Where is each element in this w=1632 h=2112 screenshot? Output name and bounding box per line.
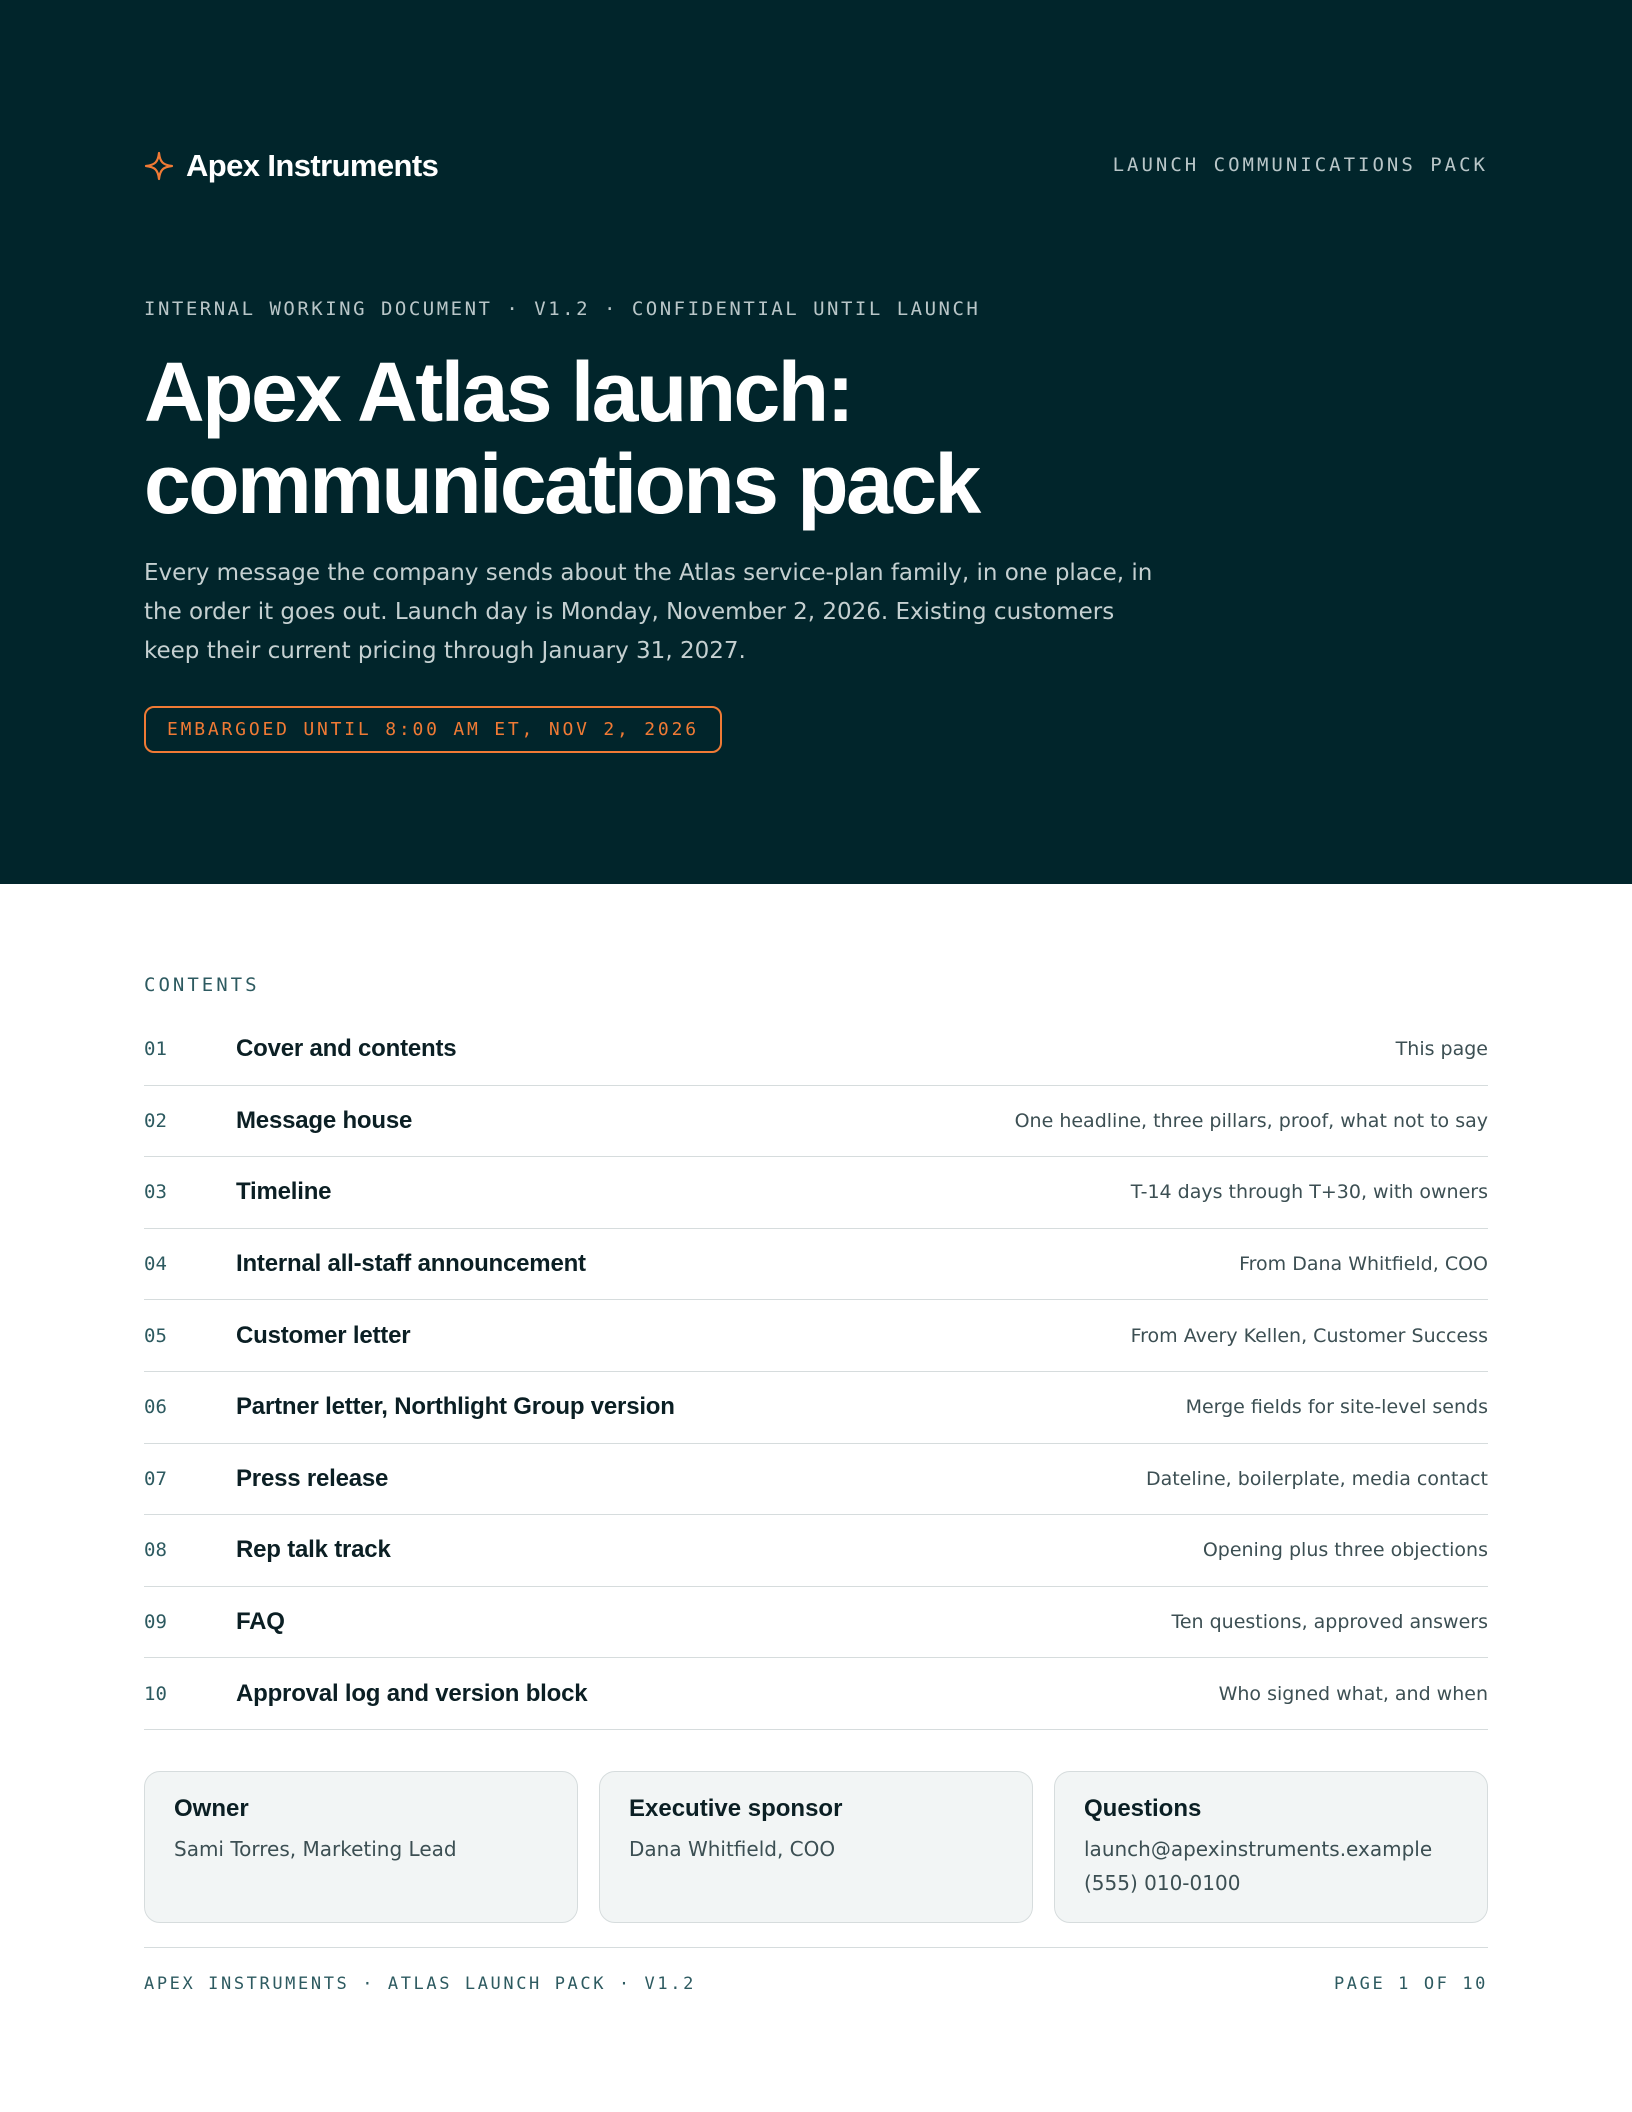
brand [144,146,438,186]
toc-number: 09 [144,1611,167,1634]
owner-card [144,1771,578,1923]
page-title-line-1: Apex Atlas launch: [144,345,853,439]
embargo-badge: EMBARGOED UNTIL 8:00 AM ET, NOV 2, 2026 [144,706,722,753]
toc-number: 01 [144,1038,167,1061]
toc-title: FAQ [236,1608,285,1636]
questions-card [1054,1771,1488,1923]
questions-card-title: Questions [1084,1795,1202,1822]
sponsor-card-title: Executive sponsor [629,1795,843,1822]
sponsor-name: Dana Whitfield, COO [629,1837,836,1861]
toc-number: 02 [144,1109,167,1132]
toc-note: Who signed what, and when [1218,1682,1488,1705]
toc-row[interactable] [144,1587,1488,1659]
questions-email[interactable]: launch@apexinstruments.example [1084,1837,1433,1861]
cover-hero [0,0,1632,884]
toc-title: Customer letter [236,1321,411,1349]
owner-name: Sami Torres, Marketing Lead [174,1837,457,1861]
toc-note: Opening plus three objections [1202,1539,1488,1562]
questions-phone[interactable]: (555) 010-0100 [1084,1871,1241,1895]
sponsor-card [599,1771,1033,1923]
toc-note: Dateline, boilerplate, media contact [1145,1467,1488,1490]
page-title-line-2: communications pack [144,437,979,531]
toc-number: 03 [144,1181,167,1204]
toc-title: Partner letter, Northlight Group version [236,1393,675,1421]
brand-name: Apex Instruments [186,148,439,183]
toc-row[interactable] [144,1086,1488,1158]
toc-note: From Avery Kellen, Customer Success [1130,1324,1488,1347]
toc-title: Cover and contents [236,1035,457,1063]
document-eyebrow: INTERNAL WORKING DOCUMENT · V1.2 · CONFIDENTIAL UNTIL LAUNCH [144,298,981,320]
toc-title: Rep talk track [236,1536,391,1564]
contact-cards [144,1771,1488,1923]
toc-number: 05 [144,1324,167,1347]
toc-number: 04 [144,1253,167,1276]
toc-title: Approval log and version block [236,1679,588,1707]
toc-row[interactable] [144,1372,1488,1444]
toc-number: 07 [144,1467,167,1490]
toc-number: 08 [144,1539,167,1562]
toc-row[interactable] [144,1229,1488,1301]
toc-row[interactable] [144,1658,1488,1730]
toc-note: T-14 days through T+30, with owners [1130,1181,1488,1204]
toc-title: Press release [236,1464,389,1492]
toc-row[interactable] [144,1444,1488,1516]
owner-card-title: Owner [174,1795,249,1822]
toc-row[interactable] [144,1300,1488,1372]
page-number: PAGE 1 OF 10 [1333,1974,1488,1994]
toc-note: Merge fields for site-level sends [1185,1396,1488,1419]
toc-note: From Dana Whitfield, COO [1239,1253,1488,1276]
table-of-contents [144,1014,1488,1730]
toc-number: 10 [144,1682,167,1705]
intro-paragraph: Every message the company sends about the Atlas service-plan family, in one place, in the order it goes out. Launch day is Monday, November 2, 2026. Existing customers keep their current pricing through January 31, 2027. [144,560,1153,664]
footer-document-label: APEX INSTRUMENTS · ATLAS LAUNCH PACK · V1.2 [144,1974,696,1994]
toc-title: Message house [236,1106,413,1134]
toc-title: Internal all-staff announcement [236,1250,586,1278]
pack-label: LAUNCH COMMUNICATIONS PACK [1112,154,1488,176]
toc-row[interactable] [144,1515,1488,1587]
contents-label: CONTENTS [144,974,260,996]
toc-note: One headline, three pillars, proof, what not to say [1014,1109,1488,1132]
toc-note: This page [1395,1038,1488,1061]
toc-number: 06 [144,1396,167,1419]
toc-note: Ten questions, approved answers [1171,1611,1488,1634]
toc-row[interactable] [144,1014,1488,1086]
footer-divider [144,1947,1488,1948]
sparkle-icon [144,151,174,181]
toc-row[interactable] [144,1157,1488,1229]
toc-title: Timeline [236,1178,332,1206]
page-title [144,346,1244,530]
